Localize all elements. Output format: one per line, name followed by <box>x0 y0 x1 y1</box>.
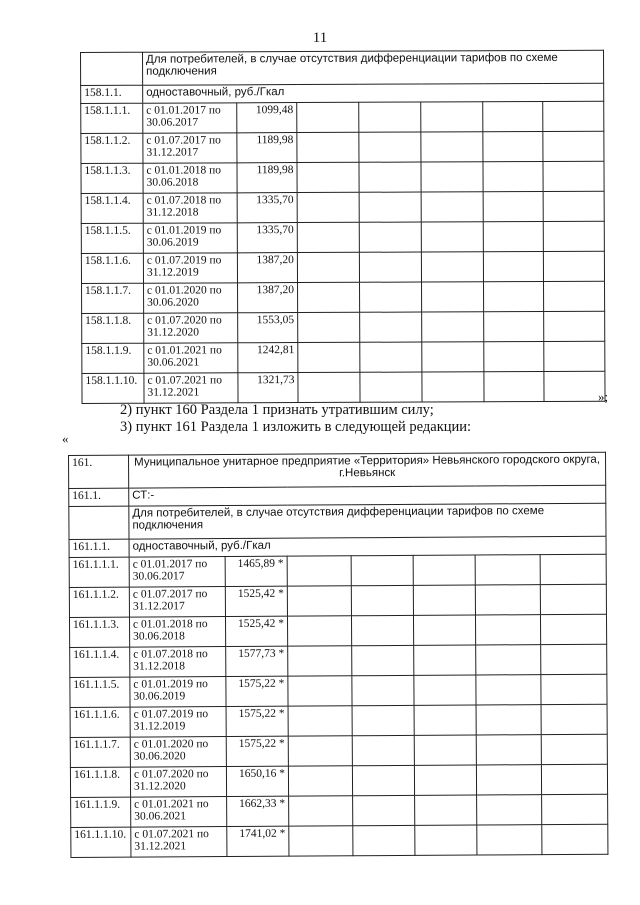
subsection-label: одноставочный, руб./Гкал <box>129 536 606 557</box>
table-cell-empty <box>297 252 359 282</box>
row-code: 161.1.1.2. <box>69 587 129 617</box>
row-period: с 01.01.2018 по 30.06.2018 <box>143 163 237 193</box>
row-tariff-value: 1575,22 * <box>226 706 288 736</box>
table-cell-empty <box>483 191 543 221</box>
table-cell-empty <box>415 825 477 855</box>
table-cell-empty <box>351 555 413 585</box>
table-cell-empty <box>298 312 360 342</box>
row-period: с 01.01.2019 по 30.06.2019 <box>143 223 237 253</box>
table-cell-empty <box>351 585 413 615</box>
row-code: 161.1.1.8. <box>70 767 130 797</box>
table-row <box>81 131 604 163</box>
table-cell-empty <box>352 645 414 675</box>
row-code: 158.1.1.7. <box>82 283 144 313</box>
table-cell-empty <box>543 161 604 191</box>
table-cell-empty <box>541 704 607 734</box>
table-row <box>70 674 607 707</box>
table-cell-empty <box>477 795 542 825</box>
table-cell-empty <box>413 555 475 585</box>
table-cell-empty <box>540 584 606 614</box>
table-cell-empty <box>298 282 360 312</box>
table-row <box>69 554 606 587</box>
row-code: 161.1.1.10. <box>71 827 131 857</box>
table-cell-empty <box>289 826 353 856</box>
table-cell-empty <box>422 312 484 342</box>
table-cell-empty <box>543 101 604 131</box>
table-cell-empty <box>81 52 143 85</box>
row-tariff-value: 1577,73 * <box>226 646 288 676</box>
row-tariff-value: 1575,22 * <box>226 736 288 766</box>
table-row <box>82 311 605 343</box>
table-cell-empty <box>422 342 484 372</box>
row-code: 158.1.1.3. <box>81 163 143 193</box>
table-cell-empty <box>476 735 541 765</box>
row-tariff-value: 1335,70 <box>237 223 297 253</box>
row-code: 158.1.1.8. <box>82 313 144 343</box>
row-code: 158.1.1.2. <box>81 133 143 163</box>
row-code: 158.1.1.5. <box>81 223 143 253</box>
table-cell-empty <box>541 674 607 704</box>
table-cell-empty <box>475 615 540 645</box>
table-cell-empty <box>298 342 360 372</box>
row-code: 158.1.1.9. <box>82 343 144 373</box>
row-code: 158.1.1.10. <box>82 373 144 403</box>
row-tariff-value: 1741,02 * <box>227 826 289 856</box>
table-cell-empty <box>413 615 475 645</box>
table-cell-empty <box>352 765 414 795</box>
row-period: с 01.07.2018 по 31.12.2018 <box>130 647 226 678</box>
table-cell-empty <box>421 252 483 282</box>
table-row <box>70 764 607 797</box>
row-tariff-value: 1387,20 <box>238 283 298 313</box>
table-cell-empty <box>69 506 129 539</box>
row-tariff-value: 1650,16 * <box>226 766 288 796</box>
row-tariff-value: 1575,22 * <box>226 676 288 706</box>
row-period: с 01.07.2017 по 31.12.2017 <box>129 587 225 618</box>
table-cell-empty <box>422 282 484 312</box>
table-cell-empty <box>541 644 607 674</box>
table-cell-empty <box>544 371 605 401</box>
table-cell-empty <box>543 191 604 221</box>
row-period: с 01.01.2020 по 30.06.2020 <box>130 737 226 768</box>
table-cell-empty <box>351 615 413 645</box>
table-cell-empty <box>476 675 541 705</box>
row-tariff-value: 1662,33 * <box>227 796 289 826</box>
table-cell-empty <box>297 222 359 252</box>
row-period: с 01.07.2018 по 31.12.2018 <box>143 193 237 223</box>
table-cell-empty <box>288 676 352 706</box>
row-code: 158.1.1.6. <box>81 253 143 283</box>
table-cell-empty <box>421 192 483 222</box>
table-cell-empty <box>359 222 421 252</box>
row-period: с 01.07.2020 по 31.12.2020 <box>144 313 238 343</box>
table-cell-empty <box>414 645 476 675</box>
row-period: с 01.07.2019 по 31.12.2019 <box>130 707 226 738</box>
table-row <box>71 824 608 857</box>
table-cell-empty <box>359 252 421 282</box>
table-cell-empty <box>543 131 604 161</box>
table-cell-empty <box>483 221 543 251</box>
table-cell-empty <box>297 162 359 192</box>
row-tariff-value: 1335,70 <box>237 193 297 223</box>
table-row <box>82 341 605 373</box>
row-code: 161.1.1.5. <box>70 677 130 707</box>
table-cell-empty <box>287 616 351 646</box>
table-row <box>69 584 606 617</box>
table-cell-empty <box>360 312 422 342</box>
table-cell-empty <box>352 675 414 705</box>
table-cell-empty <box>477 825 542 855</box>
table-cell-empty <box>483 161 543 191</box>
table-cell-empty <box>543 251 604 281</box>
table-row <box>71 794 608 827</box>
table-cell-empty <box>544 341 605 371</box>
table-cell-empty <box>475 585 540 615</box>
table-cell-empty <box>414 735 476 765</box>
paragraph-item-3: 3) пункт 161 Раздела 1 изложить в следующей редакции: <box>120 419 472 435</box>
table-cell-empty <box>422 372 484 402</box>
table-cell-empty <box>297 102 359 132</box>
row-tariff-value: 1553,05 <box>238 313 298 343</box>
row-period: с 01.01.2021 по 30.06.2021 <box>144 343 238 373</box>
table-row <box>81 221 604 253</box>
table-cell-empty <box>289 796 353 826</box>
table-cell-empty <box>540 614 606 644</box>
table-cell-empty <box>484 371 544 401</box>
table-cell-empty <box>541 764 607 794</box>
table-row <box>70 734 607 767</box>
row-tariff-value: 1525,42 * <box>225 586 287 616</box>
table-cell-empty <box>359 192 421 222</box>
table-cell-empty <box>543 221 604 251</box>
table-cell-empty <box>353 795 415 825</box>
row-code: 158.1.1.4. <box>81 193 143 223</box>
row-period: с 01.07.2020 по 31.12.2020 <box>130 767 226 798</box>
table-cell-empty <box>483 251 543 281</box>
table-cell-empty <box>298 372 360 402</box>
opening-quote: « <box>62 431 69 446</box>
row-code: 161.1.1.7. <box>70 737 130 767</box>
table-row <box>81 191 604 223</box>
table-cell-empty <box>414 705 476 735</box>
table-row <box>70 704 607 737</box>
closing-quote: »; <box>598 389 609 404</box>
subsection-label: одноставочный, руб./Гкал <box>143 83 604 103</box>
table-cell-empty <box>288 706 352 736</box>
table-cell-empty <box>359 162 421 192</box>
row-tariff-value: 1189,98 <box>237 163 297 193</box>
table-cell-empty <box>541 734 607 764</box>
table-row <box>81 101 604 133</box>
table-row <box>82 371 605 403</box>
table-cell-empty <box>413 585 475 615</box>
row-tariff-value: 1321,73 <box>238 373 298 403</box>
table-cell-empty <box>421 132 483 162</box>
table-cell-empty <box>483 131 543 161</box>
row-tariff-value: 1099,48 <box>237 103 297 133</box>
organization-code: 161. <box>69 455 129 488</box>
row-tariff-value: 1387,20 <box>237 253 297 283</box>
row-period: с 01.01.2020 по 30.06.2020 <box>144 283 238 313</box>
table-cell-empty <box>544 311 605 341</box>
st-code: 161.1. <box>69 488 129 506</box>
organization-name: Муниципальное унитарное предприятие «Территория» Невьянского городского округа, г.Невьянск <box>129 452 606 488</box>
row-code: 158.1.1.1. <box>81 103 143 133</box>
row-code: 161.1.1.3. <box>69 617 129 647</box>
table-cell-empty <box>359 102 421 132</box>
row-period: с 01.01.2021 по 30.06.2021 <box>131 797 227 828</box>
row-tariff-value: 1189,98 <box>237 133 297 163</box>
table-row <box>69 614 606 647</box>
table-cell-empty <box>476 765 541 795</box>
table-cell-empty <box>288 766 352 796</box>
table-cell-empty <box>483 101 543 131</box>
row-code: 161.1.1.1. <box>69 557 129 587</box>
row-code: 161.1.1.9. <box>71 797 131 827</box>
table-row <box>82 281 605 313</box>
row-code: 161.1.1.6. <box>70 707 130 737</box>
st-label: СТ:- <box>129 485 606 506</box>
table-cell-empty <box>288 736 352 766</box>
table-cell-empty <box>360 282 422 312</box>
table-row <box>81 161 604 193</box>
table-cell-empty <box>352 735 414 765</box>
table-cell-empty <box>414 675 476 705</box>
row-period: с 01.01.2017 по 30.06.2017 <box>129 557 225 588</box>
table-cell-empty <box>484 311 544 341</box>
tariff-table-158 <box>80 50 609 404</box>
table-cell-empty <box>287 556 351 586</box>
table-cell-empty <box>421 222 483 252</box>
row-period: с 01.01.2018 по 30.06.2018 <box>129 617 225 648</box>
table-cell-empty <box>297 192 359 222</box>
row-tariff-value: 1465,89 * <box>225 556 287 586</box>
table-row <box>70 644 607 677</box>
page-number: 11 <box>312 30 328 46</box>
table-cell-empty <box>414 765 476 795</box>
row-period: с 01.01.2019 по 30.06.2019 <box>130 677 226 708</box>
consumer-header: Для потребителей, в случае отсутствия дифференциации тарифов по схеме подключения <box>143 50 604 85</box>
table-cell-empty <box>421 162 483 192</box>
table-cell-empty <box>475 555 540 585</box>
table-cell-empty <box>415 795 477 825</box>
table-cell-empty <box>544 281 605 311</box>
table-cell-empty <box>542 794 608 824</box>
table-cell-empty <box>542 824 608 854</box>
table-cell-empty <box>484 281 544 311</box>
table-cell-empty <box>360 372 422 402</box>
paragraph-item-2: 2) пункт 160 Раздела 1 признать утратившим силу; <box>120 402 434 418</box>
consumer-header: Для потребителей, в случае отсутствия дифференциации тарифов по схеме подключения <box>129 503 606 539</box>
tariff-table-161 <box>68 452 608 858</box>
table-cell-empty <box>360 342 422 372</box>
table-cell-empty <box>476 705 541 735</box>
table-cell-empty <box>359 132 421 162</box>
row-period: с 01.07.2021 по 31.12.2021 <box>131 827 227 858</box>
row-code: 161.1.1.4. <box>70 647 130 677</box>
table-cell-empty <box>288 646 352 676</box>
table-cell-empty <box>352 705 414 735</box>
row-period: с 01.01.2017 по 30.06.2017 <box>143 103 237 133</box>
row-tariff-value: 1525,42 * <box>225 616 287 646</box>
table-cell-empty <box>353 825 415 855</box>
table-cell-empty <box>421 102 483 132</box>
subsection-code: 158.1.1. <box>81 85 143 103</box>
subsection-code: 161.1.1. <box>69 539 129 557</box>
row-period: с 01.07.2017 по 31.12.2017 <box>143 133 237 163</box>
table-row <box>81 251 604 283</box>
table-cell-empty <box>540 554 606 584</box>
row-tariff-value: 1242,81 <box>238 343 298 373</box>
table-cell-empty <box>484 341 544 371</box>
row-period: с 01.07.2019 по 31.12.2019 <box>143 253 237 283</box>
table-cell-empty <box>476 645 541 675</box>
row-period: с 01.07.2021 по 31.12.2021 <box>144 373 238 403</box>
table-cell-empty <box>297 132 359 162</box>
table-cell-empty <box>287 586 351 616</box>
